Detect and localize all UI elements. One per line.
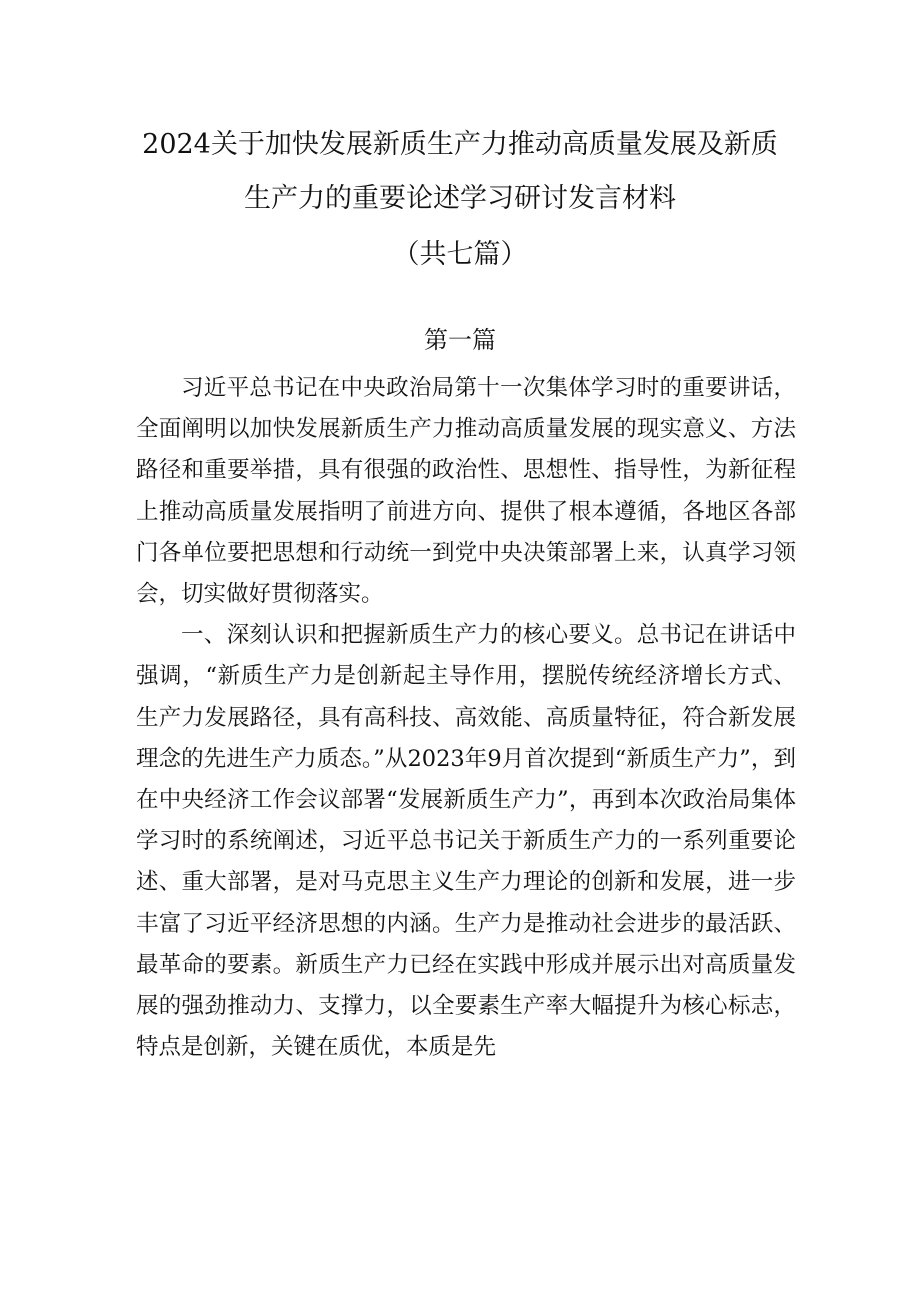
paragraph-2: 一、深刻认识和把握新质生产力的核心要义。总书记在讲话中强调，“新质生产力是创新起主导作用，摆脱传统经济增长方式、生产力发展路径，具有高科技、高效能、高质量特征，符合新发展理念的先进生产力质态。”从2023年9月首次提到“新质生产力”，到在中央经济工作会议部署“发展新质生产力”，再到本次政治局集体学习时的系统阐述，习近平总书记关于新质生产力的一系列重要论述、重大部署，是对马克思主义生产力理论的创新和发展，进一步丰富了习近平经济思想的内涵。生产力是推动社会进步的最活跃、最革命的要素。新质生产力已经在实践中形成并展示出对高质量发展的强劲推动力、支撑力，以全要素生产率大幅提升为核心标志，特点是创新，关键在质优，本质是先 [136,622,796,1061]
document-title-block [130,118,790,282]
document-subtitle: （共七篇） [392,239,528,270]
document-title-line-2: 生产力的重要论述学习研讨发言材料 [244,183,676,214]
section-heading: 第一篇 [424,326,496,354]
paragraph-1: 习近平总书记在中央政治局第十一次集体学习时的重要讲话，全面阐明以加快发展新质生产力推动高质量发展的现实意义、方法路径和重要举措，具有很强的政治性、思想性、指导性，为新征程上推动高质量发展指明了前进方向、提供了根本遵循，各地区各部门各单位要把思想和行动统一到党中央决策部署上来，认真学习领会，切实做好贯彻落实。 [136,375,796,608]
body-text [136,368,796,1068]
document-title-line-1: 2024关于加快发展新质生产力推动高质量发展及新质 [142,129,778,160]
